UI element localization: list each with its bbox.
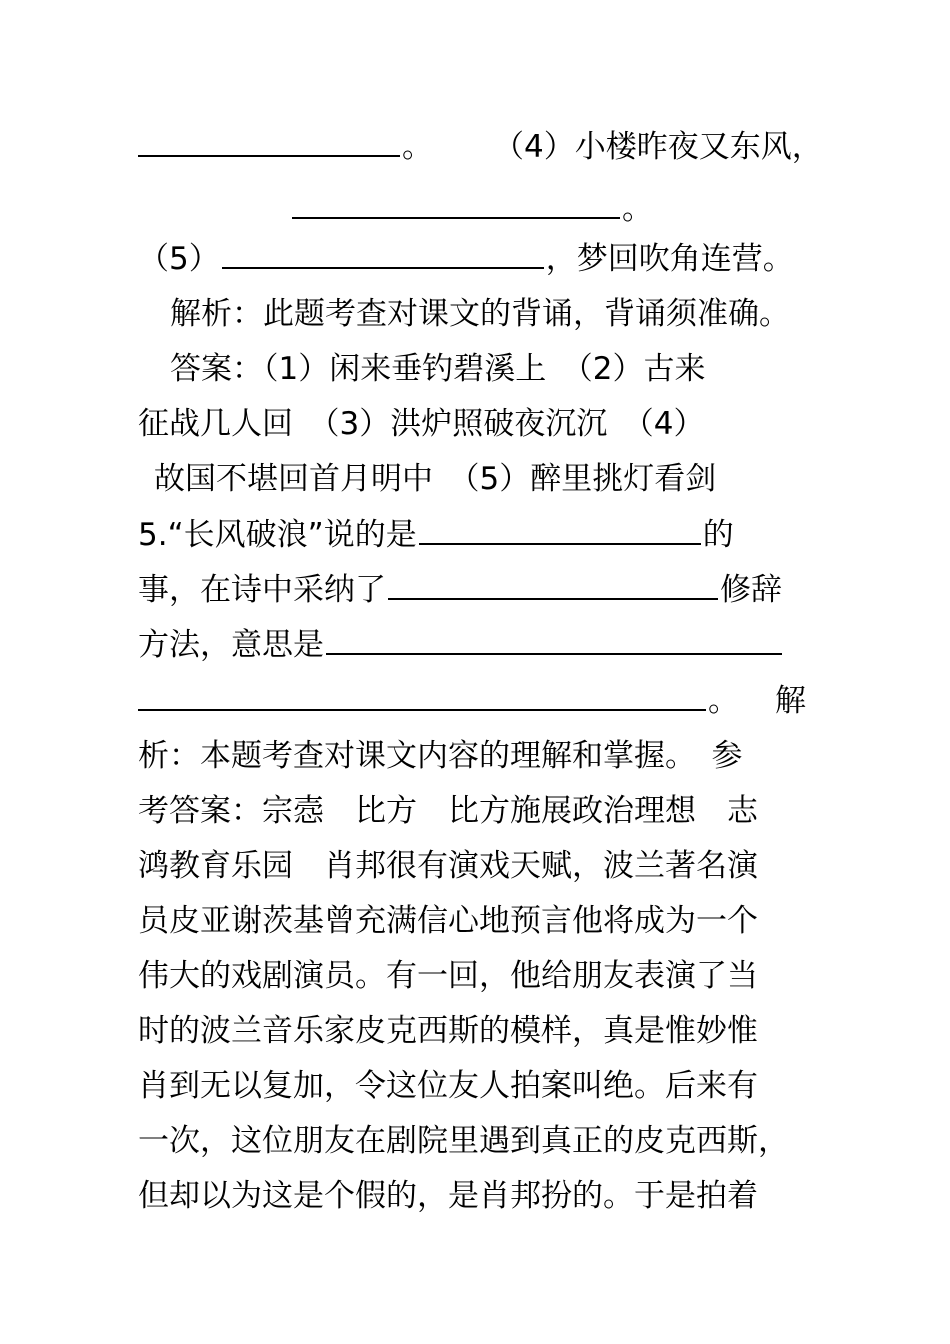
line-text: （5） bbox=[138, 241, 220, 277]
line-text: （4）小楼昨夜又东风， bbox=[493, 129, 823, 165]
line-7 bbox=[154, 456, 834, 502]
story-text: 伟大的戏剧演员。有一回，他给朋友表演了当 bbox=[138, 958, 758, 994]
question-text: 的 bbox=[702, 517, 734, 553]
answer-blank[interactable] bbox=[326, 625, 782, 655]
line-9 bbox=[138, 567, 818, 613]
line-3 bbox=[138, 236, 818, 282]
story-text: 鸿教育乐园 肖邦很有演戏天赋，波兰著名演 bbox=[138, 848, 758, 884]
line-14 bbox=[138, 843, 818, 889]
line-20 bbox=[138, 1173, 818, 1219]
answer-blank[interactable] bbox=[138, 127, 400, 157]
line-text: ，梦回吹角连营。 bbox=[545, 241, 794, 277]
answer-text: 考答案：宗悫 比方 比方施展政治理想 志 bbox=[138, 793, 758, 829]
answer-text: 答案：（1）闲来垂钓碧溪上 （2）古来 bbox=[170, 351, 706, 387]
line-19 bbox=[138, 1118, 818, 1164]
line-text: 解 bbox=[775, 683, 806, 719]
line-text: 。 bbox=[622, 191, 653, 227]
answer-text: 征战几人回 （3）洪炉照破夜沉沉 （4） bbox=[138, 406, 705, 442]
analysis-text: 析：本题考查对课文内容的理解和掌握。 参 bbox=[138, 738, 743, 774]
line-6 bbox=[138, 401, 818, 447]
line-15 bbox=[138, 898, 818, 944]
line-10 bbox=[138, 622, 818, 668]
story-text: 肖到无以复加，令这位友人拍案叫绝。后来有 bbox=[138, 1068, 758, 1104]
question-text: 修辞 bbox=[720, 572, 782, 608]
story-text: 员皮亚谢茨基曾充满信心地预言他将成为一个 bbox=[138, 903, 758, 939]
line-5 bbox=[170, 346, 850, 392]
question-text: 方法，意思是 bbox=[138, 627, 324, 663]
line-text: 。 bbox=[708, 683, 739, 719]
story-text: 时的波兰音乐家皮克西斯的模样，真是惟妙惟 bbox=[138, 1013, 758, 1049]
line-8 bbox=[138, 512, 818, 558]
line-13 bbox=[138, 788, 818, 834]
line-2 bbox=[290, 186, 950, 232]
line-text: 。 bbox=[402, 129, 433, 165]
analysis-text: 解析：此题考查对课文的背诵，背诵须准确。 bbox=[170, 296, 790, 332]
answer-blank[interactable] bbox=[419, 515, 701, 545]
answer-blank[interactable] bbox=[388, 570, 718, 600]
answer-blank[interactable] bbox=[138, 681, 706, 711]
question-text: 事，在诗中采纳了 bbox=[138, 572, 386, 608]
answer-blank[interactable] bbox=[292, 189, 620, 219]
question-text: 5.“长风破浪”说的是 bbox=[138, 517, 417, 553]
answer-text: 故国不堪回首月明中 （5）醉里挑灯看剑 bbox=[154, 461, 717, 497]
answer-blank[interactable] bbox=[222, 239, 544, 269]
line-18 bbox=[138, 1063, 818, 1109]
line-17 bbox=[138, 1008, 818, 1054]
story-text: 一次，这位朋友在剧院里遇到真正的皮克西斯， bbox=[138, 1123, 789, 1159]
line-11 bbox=[138, 678, 818, 724]
line-4 bbox=[170, 291, 850, 337]
line-16 bbox=[138, 953, 818, 999]
story-text: 但却以为这是个假的，是肖邦扮的。于是拍着 bbox=[138, 1178, 758, 1214]
line-12 bbox=[138, 733, 818, 779]
line-1 bbox=[138, 124, 823, 170]
